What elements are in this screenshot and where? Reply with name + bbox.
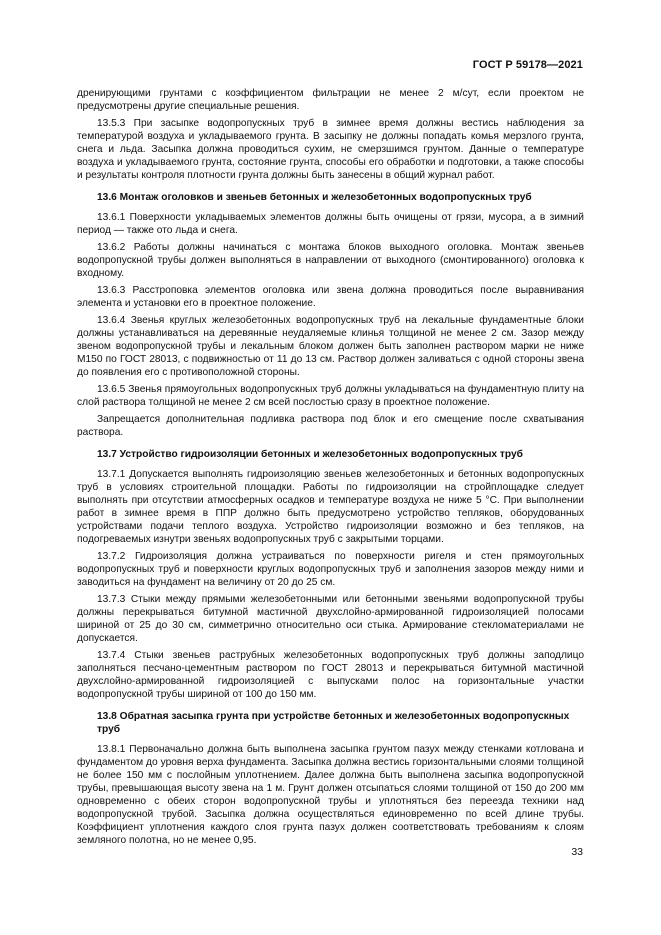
paragraph: 13.6.5 Звенья прямоугольных водопропускных труб должны укладываться на фундаментную плиту на слой раствора толщиной не менее 2 см всей поcлостью сразу в проектное положение.	[77, 384, 584, 408]
paragraph: Запрещается дополнительная подливка раствора под блок и его смещение после схватывания раствора.	[77, 414, 584, 438]
paragraph: 13.8.1 Первоначально должна быть выполнена засыпка грунтом пазух между стенками котлована и фундаментом до уровня верха фундамента. Засыпка должна вестись горизонтальными слоями толщиной не более 150 мм с послойным уплотнением. Далее должна быть выполнена засыпка водопропускной трубы, превышающая высоту звена на 1 м. Грунт должен отсыпаться слоями толщиной от 150 до 200 мм одновременно с обеих сторон водопропускной трубы и уплотняться без переезда техники над водопропускной трубой. Засыпка должна осуществляться единовременно по всей длине трубы. Коэффициент уплотнения каждого слоя грунта пазух должен соответствовать требованиям к слоям земляного полотна, но не менее 0,95.	[77, 744, 584, 846]
document-id: ГОСТ Р 59178—2021	[472, 59, 583, 71]
section-heading: 13.7 Устройство гидроизоляции бетонных и железобетонных водопропускных труб	[97, 449, 523, 460]
paragraph: 13.7.3 Стыки между прямыми железобетонными или бетонными звеньями водопропускной трубы должны перекрываться битумной мастичной двухслойно-армированной гидроизоляцией полосами шириной от 25 до 30 см, симметрично относительно оси стыка. Армирование стекломатериалами не допускается.	[77, 594, 584, 644]
paragraph: 13.6.4 Звенья круглых железобетонных водопропускных труб на лекальные фундаментные блоки должны устанавливаться на деревянные неудаляемые клинья толщиной не менее 2 см. Зазор между звеном водопропускной трубы и лекальным блоком должен быть заполнен раствором марки не ниже М150 по ГОСТ 28013, с подвижностью от 11 до 13 см. Раствор должен заливаться с одной стороны звена до появления его с противоположной стороны.	[77, 315, 584, 378]
paragraph: 13.5.3 При засыпке водопропускных труб в зимнее время должны вестись наблюдения за температурой воздуха и укладываемого грунта. В засыпку не должны попадать комья мерзлого грунта, снега и льда. Засыпка должна проводиться сухим, не смерзшимся грунтом. Данные о температуре воздуха и укладываемого грунта, состояние грунта, способы его обработки и подготовки, а также способы и результаты контроля плотности грунта должны быть занесены в общий журнал работ.	[77, 118, 584, 181]
paragraph: дренирующими грунтами с коэффициентом фильтрации не менее 2 м/сут, если проектом не предусмотрены другие специальные решения.	[77, 88, 584, 112]
paragraph: 13.7.2 Гидроизоляция должна устраиваться по поверхности ригеля и стен прямоугольных водопропускных труб и поверхности круглых водопропускных труб и заполнения зазоров между ними и заводиться на фундамент на величину от 20 до 25 см.	[77, 551, 584, 588]
paragraph: 13.7.1 Допускается выполнять гидроизоляцию звеньев железобетонных и бетонных водопропускных труб в условиях строительной площадки. Работы по гидроизоляции на стройплощадке следует выполнять при отсутствии атмосферных осадков и температуре воздуха не ниже 5 °С. При выполнении работ в зимнее время в ППР должно быть предусмотрено устройство тепляков, оборудованных устройствами подачи теплого воздуха. Устройство гидроизоляции возможно и без тепляков, на подогреваемых изнутри звеньях водопропускных труб с закрытыми торцами.	[77, 469, 584, 545]
paragraph: 13.6.3 Расстроповка элементов оголовка или звена должна проводиться после выравнивания элемента и установки его в проектное положение.	[77, 285, 584, 309]
paragraph: 13.6.1 Поверхности укладываемых элементов должны быть очищены от грязи, мусора, а в зимний период — также ото льда и снега.	[77, 212, 584, 236]
page-number: 33	[571, 846, 583, 858]
page-body	[77, 87, 584, 851]
section-heading: 13.8 Обратная засыпка грунта при устройстве бетонных и железобетонных водопропускных труб	[97, 711, 570, 735]
paragraph: 13.7.4 Стыки звеньев раструбных железобетонных водопропускных труб должны заподлицо заполняться песчано-цементным раствором по ГОСТ 28013 и перекрываться битумной мастичной двухслойно-армированной гидроизоляцией с выпусками полос на горизонтальные участки водопропускной трубы шириной от 100 до 150 мм.	[77, 650, 584, 700]
section-heading: 13.6 Монтаж оголовков и звеньев бетонных и железобетонных водопропускных труб	[97, 192, 532, 203]
paragraph: 13.6.2 Работы должны начинаться с монтажа блоков выходного оголовка. Монтаж звеньев водопропускной трубы должен выполняться в направлении от выходного (смонтированного) оголовка к входному.	[77, 242, 584, 279]
